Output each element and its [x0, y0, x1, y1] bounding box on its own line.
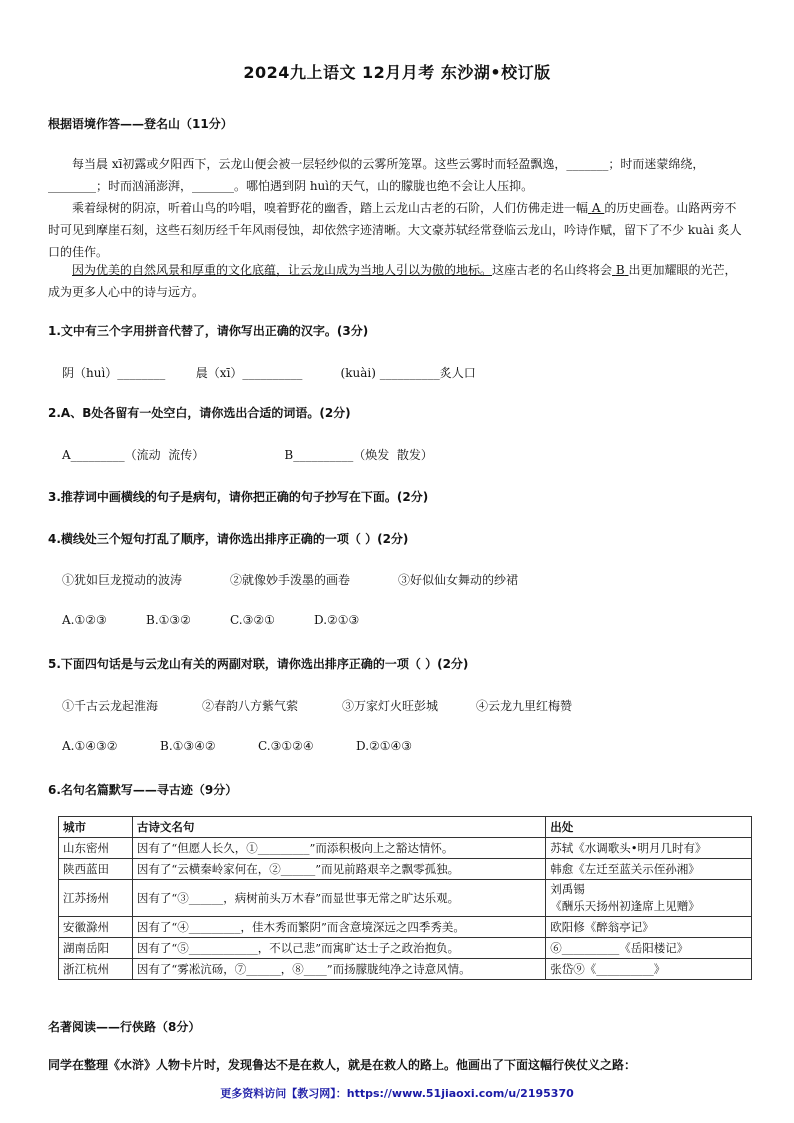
q5-item-1: ①千古云龙起淮海	[62, 699, 159, 713]
table-row	[59, 938, 752, 959]
q4-option-b: B.①③②	[146, 613, 191, 627]
cell-city: 江苏扬州	[59, 880, 133, 917]
q5-option-c: C.③①②④	[258, 739, 314, 753]
paragraph-2-rest: 的历史画卷。山路两旁不时可见到摩崖石刻，这些石刻历经千年风雨侵蚀，却依然字迹清晰。大文豪苏轼经常登临云龙山，吟诗作赋，留下了不少 kuài 炙人口的佳作。	[48, 201, 742, 259]
cell-source-work: 《酬乐天扬州初逢席上见赠》	[550, 899, 700, 913]
question-3: 3.推荐词中画横线的句子是病句，请你把正确的句子抄写在下面。(2分)	[48, 490, 429, 504]
cell-verse: 因有了“但愿人长久，①_________”而添积极向上之豁达情怀。	[132, 838, 545, 859]
section-heading-2: 名著阅读——行侠路（8分）	[48, 1020, 201, 1034]
cell-source: 欧阳修《醉翁亭记》	[546, 917, 752, 938]
cell-city: 陕西蓝田	[59, 859, 133, 880]
cell-source: 苏轼《水调歌头•明月几时有》	[546, 838, 752, 859]
q5-option-d: D.②①④③	[356, 739, 413, 753]
question-1-answer-line: 阴（huì）________ 晨（xī）__________ (kuài) __________炙人口	[62, 366, 476, 380]
paragraph-3	[48, 259, 744, 303]
q4-option-d: D.②①③	[314, 613, 360, 627]
question-1: 1.文中有三个字用拼音代替了，请你写出正确的汉字。(3分)	[48, 324, 369, 338]
question-2: 2.A、B处各留有一处空白，请你选出合适的词语。(2分)	[48, 406, 351, 420]
question-4-options	[62, 613, 359, 627]
cell-verse: 因有了“③______，病树前头万木春”而显世事无常之旷达乐观。	[132, 880, 545, 917]
q4-option-a: A.①②③	[62, 613, 107, 627]
header-source: 出处	[546, 817, 752, 838]
cell-verse: 因有了“雾凇沆砀，⑦______，⑧____”而扬朦胧纯净之诗意风情。	[132, 959, 545, 980]
q5-option-a: A.①④③②	[62, 739, 118, 753]
question-6: 6.名句名篇默写——寻古迹（9分）	[48, 783, 238, 797]
paragraph-2-text: 乘着绿树的阴凉，听着山鸟的吟唱，嗅着野花的幽香，踏上云龙山古老的石阶，人们仿佛走进一幅	[72, 201, 589, 215]
question-4-items	[62, 571, 518, 588]
table-row	[59, 838, 752, 859]
q4-item-3: ③好似仙女舞动的纱裙	[398, 573, 519, 587]
cell-city: 浙江杭州	[59, 959, 133, 980]
table-header-row	[59, 817, 752, 838]
cell-source	[546, 880, 752, 917]
table-row	[59, 959, 752, 980]
q4-item-1: ①犹如巨龙搅动的波涛	[62, 573, 183, 587]
question-2-answer-line: A_________（流动 流传） B__________（焕发 散发）	[62, 448, 433, 462]
footer-link[interactable]: 更多资料访问【教习网】：https://www.51jiaoxi.com/u/2195370	[220, 1087, 574, 1100]
cell-city: 安徽滁州	[59, 917, 133, 938]
blank-b	[612, 263, 628, 277]
blank-b-label: B	[615, 263, 625, 277]
paragraph-1: 每当晨 xī初露或夕阳西下，云龙山便会被一层轻纱似的云雾所笼罩。这些云雾时而轻盈飘逸，_______；时而迷蒙绵绕，________；时而汹涌澎湃，_______。哪怕遇到阴 huì的天气，山的朦胧也绝不会让人压抑。	[48, 157, 705, 193]
paragraph-2	[48, 197, 744, 263]
cell-verse: 因有了“云横秦岭家何在，②______”而见前路艰辛之飘零孤独。	[132, 859, 545, 880]
cell-city: 山东密州	[59, 838, 133, 859]
cell-source: 韩愈《左迁至蓝关示侄孙湘》	[546, 859, 752, 880]
paragraph-3-mid: 这座古老的名山终将会	[492, 263, 613, 277]
section-2-paragraph: 同学在整理《水浒》人物卡片时，发现鲁达不是在救人，就是在救人的路上。他画出了下面这幅行侠仗义之路：	[48, 1058, 637, 1072]
question-4: 4.横线处三个短句打乱了顺序，请你选出排序正确的一项（ ）(2分)	[48, 532, 409, 546]
q5-item-4: ④云龙九里红梅赞	[476, 699, 573, 713]
q4-item-2: ②就像妙手泼墨的画卷	[230, 573, 351, 587]
q5-item-2: ②春韵八方紫气萦	[202, 699, 299, 713]
question-5-options	[62, 739, 412, 753]
question-5: 5.下面四句话是与云龙山有关的两副对联，请你选出排序正确的一项（ ）(2分)	[48, 657, 469, 671]
section-heading-1: 根据语境作答——登名山（11分）	[48, 117, 233, 131]
poem-table	[58, 816, 752, 980]
header-city: 城市	[59, 817, 133, 838]
header-verse: 古诗文名句	[132, 817, 545, 838]
table-row	[59, 880, 752, 917]
cell-verse: 因有了“④_________，佳木秀而繁阴”而含意境深远之四季秀美。	[132, 917, 545, 938]
cell-source-author: 刘禹锡	[550, 882, 585, 896]
question-5-items	[62, 697, 572, 714]
blank-a-label: A	[591, 201, 601, 215]
q4-option-c: C.③②①	[230, 613, 275, 627]
paragraph-3-rest: 出更加耀眼的光芒，成为更多人心中的诗与远方。	[48, 263, 737, 299]
blank-a	[588, 201, 604, 215]
cell-source: ⑥__________《岳阳楼记》	[546, 938, 752, 959]
table-row	[59, 859, 752, 880]
q5-option-b: B.①③④②	[160, 739, 216, 753]
cell-verse: 因有了“⑤____________，不以己悲”而寓旷达士子之政治抱负。	[132, 938, 545, 959]
q5-item-3: ③万家灯火旺彭城	[342, 699, 439, 713]
page-title: 2024九上语文 12月月考 东沙湖•校订版	[243, 63, 551, 82]
cell-city: 湖南岳阳	[59, 938, 133, 959]
cell-source: 张岱⑨《__________》	[546, 959, 752, 980]
table-row	[59, 917, 752, 938]
underlined-sentence: 因为优美的自然风景和厚重的文化底蕴，让云龙山成为当地人引以为傲的地标。	[72, 263, 493, 277]
